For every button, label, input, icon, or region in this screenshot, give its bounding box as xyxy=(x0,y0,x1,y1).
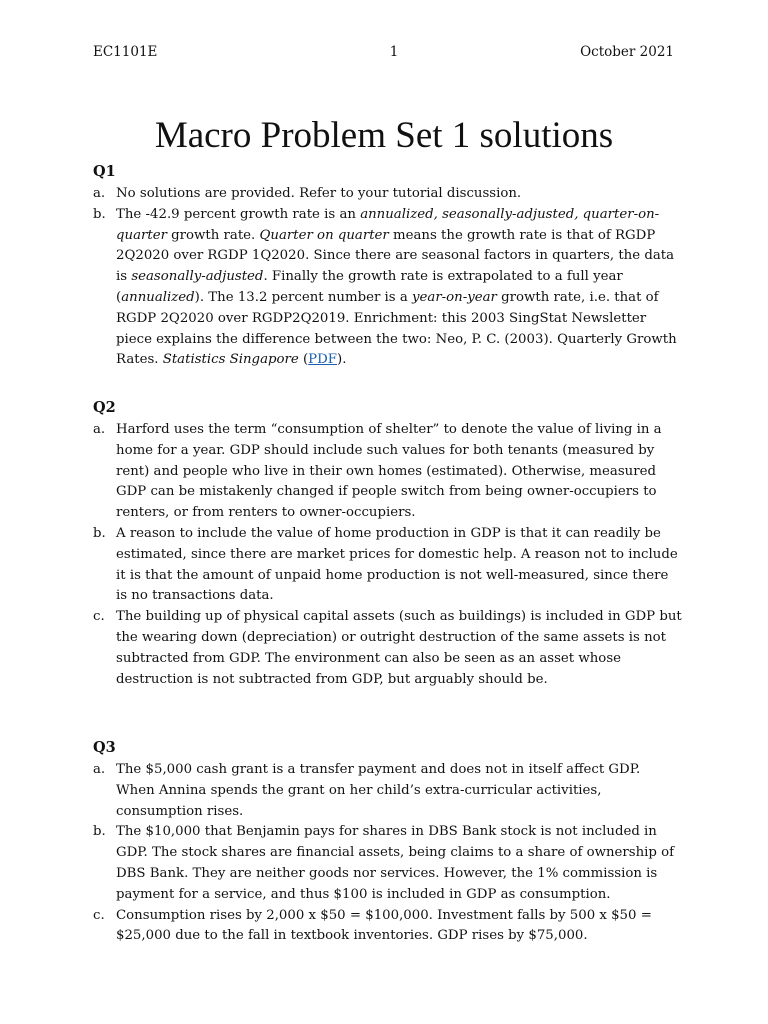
item-text: The $5,000 cash grant is a transfer payment and does not in itself affect GDP. When Annina spends the grant on her child’s extra-curricular activities, consumption rises. xyxy=(116,762,641,819)
item-text-segment: . Finally the growth rate is extrapolated to a full year ( xyxy=(116,269,623,305)
q2-item-b xyxy=(93,524,683,607)
q3-item-b xyxy=(93,822,683,905)
item-text-segment: means the growth rate is that of RGDP 2Q2020 over RGDP 1Q2020. Since there are seasonal factors in quarters, the data is xyxy=(116,227,675,285)
item-label: b. xyxy=(93,824,106,840)
header-page-number: 1 xyxy=(389,44,399,60)
item-label: a. xyxy=(93,762,106,777)
q3-item-a xyxy=(93,760,683,822)
item-text: Consumption rises by 2,000 x $50 = $100,000. Investment falls by 500 x $50 = $25,000 due to the fall in textbook inventories. GDP rises by $75,000. xyxy=(116,907,652,944)
item-text-emphasis: seasonally-adjusted xyxy=(131,269,264,285)
item-text-segment: ( xyxy=(298,352,309,368)
item-text-emphasis: annualized xyxy=(121,289,195,305)
q1-heading: Q1 xyxy=(93,163,116,180)
item-label: a. xyxy=(93,422,106,437)
q2-item-a xyxy=(93,420,683,524)
item-label: c. xyxy=(93,609,105,625)
item-label: b. xyxy=(93,525,106,541)
item-text-segment: growth rate. xyxy=(166,227,260,243)
q1-list xyxy=(93,184,683,371)
item-text-segment: ). The 13.2 percent number is a xyxy=(194,289,413,305)
item-text: Harford uses the term “consumption of shelter” to denote the value of living in a home for a year. GDP should include such values for both tenants (measured by rent) and people who live in their own homes (estimated). Otherwise, measured GDP can be mistakenly changed if people switch from being owner-occupiers to renters, or from renters to owner-occupiers. xyxy=(116,422,662,521)
header-course: EC1101E xyxy=(93,44,158,60)
item-text: A reason to include the value of home production in GDP is that it can readily be estimated, since there are market prices for domestic help. A reason not to include it is that the amount of unpaid home production is not well-measured, since there is no transactions data. xyxy=(116,525,678,604)
q2-list xyxy=(93,420,683,690)
q3-list xyxy=(93,760,683,947)
q3-item-c xyxy=(93,906,683,948)
item-text-emphasis: year-on-year xyxy=(412,289,497,305)
item-text-segment: ). xyxy=(337,352,347,368)
item-text-emphasis: Statistics Singapore xyxy=(162,352,299,368)
q2-heading: Q2 xyxy=(93,399,116,416)
item-text-emphasis: annualized, seasonally-adjusted, quarter-on-quarter xyxy=(116,206,660,243)
q1-item-a xyxy=(93,184,683,205)
item-text: No solutions are provided. Refer to your tutorial discussion. xyxy=(116,186,522,201)
item-text: The building up of physical capital assets (such as buildings) is included in GDP but the wearing down (depreciation) or outright destruction of the same assets is not subtracted from GDP. The environment can also be seen as an asset whose destruction is not subtracted from GDP, but arguably should be. xyxy=(116,609,682,687)
item-label: c. xyxy=(93,907,105,923)
item-label: a. xyxy=(93,186,106,201)
item-text-segment: The -42.9 percent growth rate is an xyxy=(116,206,361,222)
item-label: b. xyxy=(93,206,106,222)
page-title: Macro Problem Set 1 solutions xyxy=(154,115,614,156)
item-text-emphasis: Quarter on quarter xyxy=(259,227,389,243)
item-text: The $10,000 that Benjamin pays for shares in DBS Bank stock is not included in GDP. The stock shares are financial assets, being claims to a share of ownership of DBS Bank. They are neither goods nor services. However, the 1% commission is payment for a service, and thus $100 is included in GDP as consumption. xyxy=(116,824,675,902)
item-text-segment: growth rate, i.e. that of RGDP 2Q2020 over RGDP2Q2019. Enrichment: this 2003 SingStat Newsletter piece explains the difference between the two: Neo, P. C. (2003). Quarterly Growth Rates. xyxy=(116,289,677,368)
q1-item-b xyxy=(93,205,683,371)
q3-heading: Q3 xyxy=(93,739,116,756)
q2-item-c xyxy=(93,607,683,690)
header-date: October 2021 xyxy=(580,44,674,60)
pdf-link[interactable]: PDF xyxy=(308,352,338,368)
